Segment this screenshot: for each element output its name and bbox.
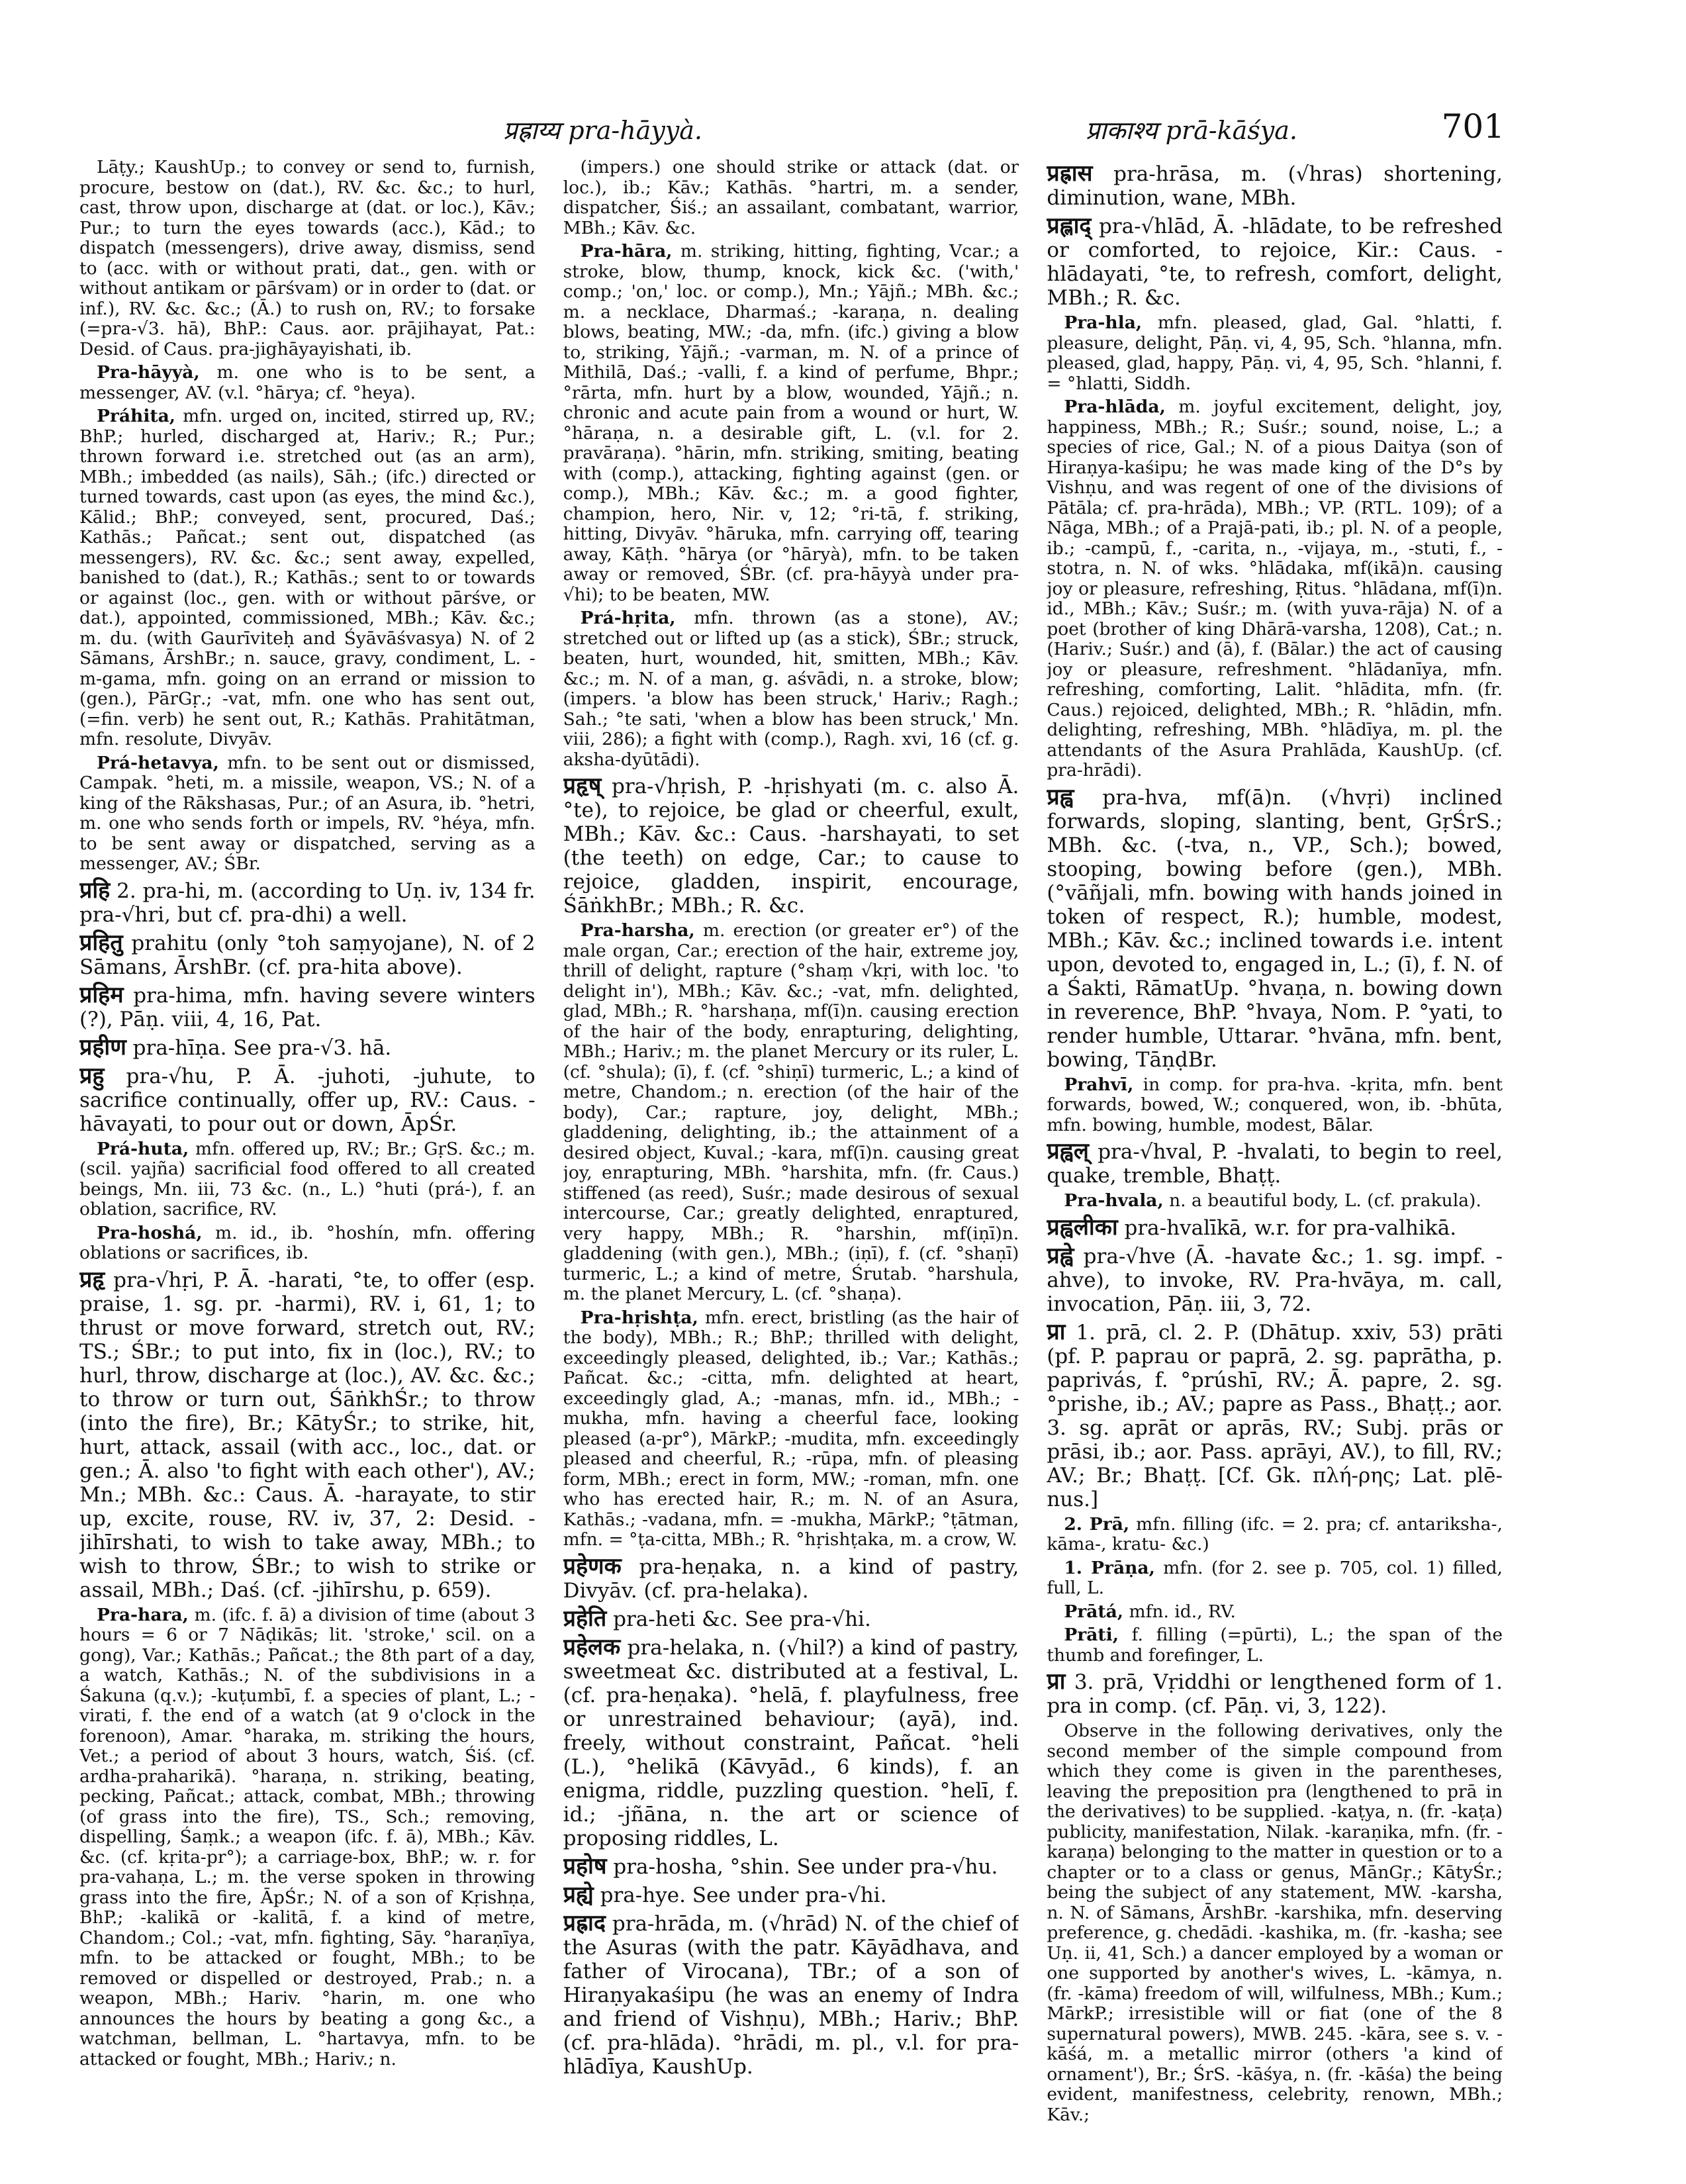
entry-text: pra-√hval, P. -hvalati, to begin to reel, quake, tremble, Bhaṭṭ. — [1047, 1140, 1503, 1188]
entry-text: 2. pra-hi, m. (according to Uṇ. iv, 134 fr. pra-√hri, but cf. pra-dhi) a well. — [79, 878, 536, 927]
entry-text: m. id., ib. °hoshín, mfn. offering oblations or sacrifices, ib. — [79, 1222, 536, 1263]
dictionary-entry — [1047, 1075, 1503, 1136]
entry-headword: Prātá, — [1064, 1601, 1124, 1622]
entry-headword: Pra-harsha, — [580, 920, 695, 941]
column-1 — [79, 158, 536, 2137]
entry-headword: प्रहीण — [79, 1033, 126, 1061]
entry-text: (impers.) one should strike or attack (dat. or loc.), ib.; Kāv.; Kathās. °hartri, m. a sender, dispatcher, Śiś.; an assailant, combatant, warrior, MBh.; Kāv. &c. — [563, 158, 1019, 238]
dictionary-entry — [1047, 214, 1503, 310]
dictionary-entry — [1047, 1215, 1503, 1240]
dictionary-entry — [79, 1035, 536, 1060]
entry-text: m. (ifc. f. ā) a division of time (about 3 hours = 6 or 7 Nāḍikās; lit. 'stroke,' scil. on a gong), Var.; Kathās.; Pañcat.; the 8th part of a day, a watch, Kathās.; N. of the subdivisions in a Śakuna (q.v.); -kuṭumbī, f. a species of plant, L.; -virati, f. the end of a watch (at 9 o'clock in the forenoon), Amar. °haraka, m. striking the hours, Vet.; a period of about 3 hours, watch, Śiś. (cf. ardha-praharikā). °haraṇa, n. striking, beating, pecking, Pañcat.; attack, combat, MBh.; throwing (of grass into the fire), TS., Sch.; removing, dispelling, Śaṃk.; a weapon (ifc. f. ā), MBh.; Kāv. &c. (cf. kṛita-pr°); a carriage-box, BhP.; w. r. for pra-vahaṇa, L.; m. the verse spoken in throwing grass into the fire, ĀpŚr.; N. of a son of Kṛishṇa, BhP.; -kalikā or -kalitā, f. a kind of metre, Chandom.; Col.; -vat, mfn. fighting, Sāy. °haraṇīya, mfn. to be attacked or fought, MBh.; to be removed or dispelled or destroyed, Prab.; n. a weapon, MBh.; Hariv. °harin, m. one who announces the hours by beating a gong &c., a watchman, bellman, L. °hartavya, mfn. to be attacked or fought, MBh.; Hariv.; n. — [79, 1604, 536, 2069]
entry-headword: प्रहि — [79, 877, 111, 904]
entry-headword: प्रहृष् — [563, 773, 602, 799]
dictionary-entry — [563, 1635, 1019, 1850]
entry-headword: प्रा — [1047, 1668, 1066, 1695]
dictionary-entry — [1047, 1191, 1503, 1211]
dictionary-entry — [563, 1308, 1019, 1550]
dictionary-entry — [1047, 1320, 1503, 1511]
entry-text: pra-√hve (Ā. -havate &c.; 1. sg. impf. -ahve), to invoke, RV. Pra-hvāya, m. call, invocation, Pāṇ. iii, 3, 72. — [1047, 1244, 1503, 1316]
entry-text: mfn. id., RV. — [1123, 1601, 1236, 1622]
dictionary-entry — [1047, 1244, 1503, 1316]
entry-text: m. joyful excitement, delight, joy, happiness, MBh.; R.; Suśr.; sound, noise, L.; a species of rice, Gal.; N. of a pious Daitya (son of Hiraṇya-kaśipu; he was made king of the D°s by Vishṇu, and was regent of one of the divisions of Pātāla; cf. pra-hrāda), MBh.; VP. (RTL. 109); of a Nāga, MBh.; of a Prajā-pati, ib.; pl. N. of a people, ib.; -campū, f., -carita, n., -vijaya, m., -stuti, f., -stotra, n. N. of wks. °hlādaka, mf(ikā)n. causing joy or pleasure, refreshing, Ṛitus. °hlādana, mf(ī)n. id., MBh.; Kāv.; Suśr.; m. (with yuva-rāja) N. of a poet (brother of king Dhārā-varsha, 1208), Cat.; n. (Hariv.; Suśr.) and (ā), f. (Bālar.) the act of causing joy or pleasure, refreshment. °hlādanīya, mfn. refreshing, comforting, Lalit. °hlādita, mfn. (fr. Caus.) rejoiced, delighted, MBh.; R. °hlādin, mfn. delighting, refreshing, MBh. °hlādīya, m. pl. the attendants of the Asura Prahlāda, KaushUp. (cf. pra-hrādi). — [1047, 397, 1503, 781]
entry-text: mfn. urged on, incited, stirred up, RV.; BhP.; hurled, discharged at, Hariv.; R.; Pur.; thrown forward i.e. stretched out (as an arm), MBh.; imbedded (as nails), Sāh.; (ifc.) directed or turned towards, cast upon (as eyes, the mind &c.), Kālid.; BhP.; conveyed, sent, procured, Daś.; Kathās.; Pañcat.; sent out, dispatched (as messengers), RV. &c. &c.; sent away, expelled, banished to (dat.), R.; Kathās.; sent to or towards or against (loc., gen. with or without pārśve, or dat.), appointed, commissioned, MBh.; Kāv. &c.; m. du. (with Gaurīviteḥ and Śyāvāśvasya) N. of 2 Sāmans, ĀrshBr.; n. sauce, gravy, condiment, L. -m-gama, mfn. going on an errand or mission to (gen.), PārGṛ.; -vat, mfn. one who has sent out, (=fin. verb) he sent out, R.; Kathās. Prahitātman, mfn. resolute, Divyāv. — [79, 406, 536, 749]
entry-text: pra-helaka, n. (√hil?) a kind of pastry, sweetmeat &c. distributed at a festival, L. (cf. pra-heṇaka). °helā, f. playfulness, free or unrestrained behaviour; (ayā), ind. freely, without constraint, Pañcat. °heli (L.), °helikā (Kāvyād., 6 kinds), f. an enigma, riddle, puzzling question. °helī, f. id.; -jñāna, n. the art or science of proposing riddles, L. — [563, 1635, 1019, 1850]
entry-headword: प्रा — [1047, 1318, 1066, 1345]
entry-headword: Prahvī, — [1064, 1074, 1134, 1095]
entry-text: pra-heṇaka, n. a kind of pastry, Divyāv. (cf. pra-helaka). — [563, 1554, 1019, 1603]
entry-headword: प्रह्रास — [1047, 160, 1093, 187]
dictionary-entry — [1047, 313, 1503, 394]
entry-text: Lāṭy.; KaushUp.; to convey or send to, furnish, procure, bestow on (dat.), RV. &c. &c.; to hurl, cast, throw upon, discharge at (dat. or loc.), Kāv.; Pur.; to turn the eyes towards (acc.), Kād.; to dispatch (messengers), drive away, dismiss, send to (acc. with or without prati, dat., gen. with or without antikam or pārśvam) or in order to (dat. or inf.), RV. &c. &c.; (Ā.) to rush on, RV.; to forsake (=pra-√3. hā), BhP.: Caus. aor. prājihayat, Pat.: Desid. of Caus. pra-jighāyayishati, ib. — [79, 158, 536, 359]
text-columns — [79, 158, 1503, 2137]
entry-text: pra-hīṇa. See pra-√3. hā. — [126, 1035, 392, 1060]
entry-headword: Pra-hlāda, — [1064, 397, 1166, 417]
dictionary-entry — [79, 1268, 536, 1602]
entry-headword: Pra-hoshá, — [97, 1222, 203, 1243]
dictionary-entry — [563, 1883, 1019, 1907]
entry-headword: Pra-hāyyà, — [97, 362, 200, 383]
entry-text: pra-hva, mf(ā)n. (√hvṛi) inclined forwards, sloping, slanting, bent, GṛŚrS.; MBh. &c. (-tva, n., VP., Sch.); bowed, stooping, bowing before (gen.), MBh. (°vāñjali, mfn. bowing with hands joined in token of respect, R.); humble, modest, MBh.; Kāv. &c.; inclined towards i.e. intent upon, devoted to, engaged in, L.; (ī), f. N. of a Śakti, RāmatUp. °hvaṇa, n. bowing down in reverence, BhP. °hvaya, Nom. P. °yati, to render humble, Uttarar. °hvāna, mfn. bent, bowing, TāṇḍBr. — [1047, 785, 1503, 1072]
entry-headword: Prá-hṛita, — [580, 608, 676, 628]
entry-headword: Pra-hla, — [1064, 312, 1143, 333]
entry-headword: प्रह्वलीका — [1047, 1213, 1118, 1241]
dictionary-entry — [563, 158, 1019, 238]
dictionary-entry — [1047, 1558, 1503, 1599]
page-number: 701 — [1441, 107, 1505, 146]
entry-headword: प्रह्ये — [563, 1881, 594, 1908]
entry-text: mfn. filling (ifc. = 2. pra; cf. antariksha-, kāma-, kratu- &c.) — [1047, 1513, 1503, 1554]
entry-text: mfn. offered up, RV.; Br.; GṛS. &c.; m. (scil. yajña) sacrificial food offered to all created beings, Mn. iii, 73 &c. (n., L.) °huti (prá-), f. an oblation, sacrifice, RV. — [79, 1138, 536, 1219]
dictionary-entry — [1047, 1670, 1503, 1718]
entry-headword: प्रह्व — [1047, 783, 1074, 810]
entry-headword: प्रहेलक — [563, 1633, 621, 1660]
entry-headword: Pra-hṛishṭa, — [580, 1307, 698, 1328]
entry-headword: प्रहितु — [79, 929, 123, 956]
running-head — [503, 113, 1297, 147]
entry-text: n. a beautiful body, L. (cf. prakula). — [1163, 1190, 1481, 1211]
column-3 — [1047, 158, 1503, 2137]
entry-text: m. striking, hitting, fighting, Vcar.; a stroke, blow, thump, knock, kick &c. ('with,' comp.; 'on,' loc. or comp.), Mn.; Yājñ.; MBh. &c.; m. a necklace, Dharmaś.; -karaṇa, n. dealing blows, beating, MW.; -da, mfn. (ifc.) giving a blow to, striking, Yājñ.; -varman, m. N. of a prince of Mithilā, Daś.; -valli, f. a kind of perfume, Bhpr.; °rārta, mfn. hurt by a blow, wounded, Yājñ.; n. chronic and acute pain from a wound or hurt, W. °hāraṇa, n. a desirable gift, L. (v.l. for 2. pravāraṇa). °hārin, mfn. striking, smiting, beating with (comp.), attacking, fighting against (gen. or comp.), MBh.; Kāv. &c.; m. a good fighter, champion, hero, Nir. v, 12; °ri-tā, f. striking, hitting, Divyāv. °hāruka, mfn. carrying off, tearing away, Kāṭh. °hārya (or °hāryà), mfn. to be taken away or removed, ŚBr. (cf. pra-hāyyà under pra-√hi); to be beaten, MW. — [563, 241, 1019, 605]
entry-headword: Prāti, — [1064, 1625, 1119, 1645]
dictionary-entry — [1047, 1602, 1503, 1623]
dictionary-entry — [1047, 1139, 1503, 1188]
entry-text: in comp. for pra-hva. -kṛita, mfn. bent forwards, bowed, W.; conquered, won, ib. -bhūta, mfn. bowing, humble, modest, Bālar. — [1047, 1074, 1503, 1135]
entry-headword: Pra-hara, — [97, 1604, 189, 1625]
dictionary-entry — [79, 406, 536, 750]
entry-text: m. erection (or greater er°) of the male organ, Car.; erection of the hair, extreme joy, thrill of delight, rapture (°shaṃ √kṛi, with loc. 'to delight in'), MBh.; Kāv. &c.; -vat, mfn. delighted, glad, MBh.; R. °harshaṇa, mf(ī)n. causing erection of the hair of the body, enrapturing, delighting, MBh.; Hariv.; m. the planet Mercury or its ruler, L. (cf. °shula); (ī), f. (cf. °shiṇī) turmeric, L.; a kind of metre, Chandom.; n. erection (of the hair of the body), Car.; rapture, joy, delight, MBh.; gladdening, delighting, ib.; the attainment of a desired object, Kuval.; -kara, mf(ī)n. causing great joy, enrapturing, MBh. °harshita, mfn. (fr. Caus.) stiffened (as reed), Suśr.; made desirous of sexual intercourse, Car.; greatly delighted, enraptured, very happy, MBh.; R. °harshin, mf(iṇī)n. gladdening (with gen.), MBh.; (iṇī), f. (cf. °shaṇī) turmeric, L.; a kind of metre, Śrutab. °harshula, m. the planet Mercury, L. (cf. °shaṇa). — [563, 920, 1019, 1304]
entry-text: pra-√hṛish, P. -hṛishyati (m. c. also Ā. °te), to rejoice, be glad or cheerful, exult, MBh.; Kāv. &c.: Caus. -harshayati, to set (the teeth) on edge, Car.; to cause to rejoice, gladden, inspirit, encourage, ŚāṅkhBr.; MBh.; R. &c. — [563, 775, 1019, 918]
dictionary-entry — [563, 242, 1019, 605]
entry-text: pra-hrāsa, m. (√hras) shortening, diminution, wane, MBh. — [1047, 162, 1503, 210]
dictionary-entry — [1047, 1625, 1503, 1666]
column-2 — [563, 158, 1019, 2137]
dictionary-entry — [563, 1554, 1019, 1603]
entry-text: pra-√hṛi, P. Ā. -harati, °te, to offer (esp. praise, 1. sg. pr. -harmi), RV. i, 61, 1; to thrust or move forward, stretch out, RV.; TS.; ŚBr.; to put into, fix in (loc.), RV.; to hurl, throw, discharge at (loc.), AV. &c. &c.; to throw or turn out, ŚāṅkhŚr.; to throw (into the fire), Br.; KātyŚr.; to strike, hit, hurt, attack, assail (with acc., loc., dat. or gen.; Ā. also 'to fight with each other'), AV.; Mn.; MBh. &c.: Caus. Ā. -harayate, to stir up, excite, rouse, RV. iv, 37, 2: Desid. -jihīrshati, to wish to take away, MBh.; to wish to throw, ŚBr.; to wish to strike or assail, MBh.; Daś. (cf. -jihīrshu, p. 659). — [79, 1268, 536, 1602]
running-head-left: प्रह्राय्य pra-hāyyà. — [503, 116, 703, 145]
dictionary-entry — [1047, 785, 1503, 1072]
dictionary-entry — [79, 363, 536, 403]
entry-headword: प्रह्लाद् — [1047, 213, 1092, 239]
entry-text: f. filling (=pūrti), L.; the span of the thumb and forefinger, L. — [1047, 1625, 1503, 1666]
dictionary-entry — [79, 1223, 536, 1264]
entry-headword: प्रहिम — [79, 981, 124, 1008]
dictionary-entry — [1047, 162, 1503, 210]
entry-headword: 2. Prā, — [1064, 1513, 1130, 1535]
entry-text: 1. prā, cl. 2. P. (Dhātup. xxiv, 53) prāti (pf. P. paprau or paprā, 2. sg. paprātha, p. paprivás, f. °prúshī, RV.; Ā. papre, 2. sg. °prishe, ib.; AV.; papre as Pass., Bhaṭṭ.; aor. 3. sg. aprāt or aprās, RV.; Subj. prās or prāsi, ib.; aor. Pass. aprāyi, AV.), to fill, RV.; AV.; Br.; Bhaṭṭ. [Cf. Gk. πλή-ρης; Lat. plē-nus.] — [1047, 1320, 1503, 1511]
entry-headword: प्रहृ — [79, 1266, 105, 1293]
dictionary-entry — [563, 1854, 1019, 1879]
entry-text: mfn. pleased, glad, Gal. °hlatti, f. pleasure, delight, Pāṇ. vi, 4, 95, Sch. °hlanna, mfn. pleased, glad, happy, Pāṇ. vi, 4, 95, Sch. °hlanni, f. = °hlatti, Siddh. — [1047, 312, 1503, 394]
entry-headword: Práhita, — [97, 406, 176, 426]
entry-text: pra-√hu, P. Ā. -juhoti, -juhute, to sacrifice continually, offer up, RV.: Caus. -hāvayati, to pour out or down, ĀpŚr. — [79, 1064, 536, 1136]
dictionary-entry — [79, 931, 536, 979]
entry-headword: Pra-hāra, — [580, 241, 673, 261]
entry-headword: प्रह्राद — [563, 1909, 606, 1936]
entry-text: pra-heti &c. See pra-√hi. — [606, 1607, 871, 1631]
dictionary-entry — [563, 608, 1019, 770]
entry-text: pra-√hlād, Ā. -hlādate, to be refreshed or comforted, to rejoice, Kir.: Caus. -hlādayati, °te, to refresh, comfort, delight, MBh.; R. &c. — [1047, 214, 1503, 310]
entry-headword: Prá-hetavya, — [97, 752, 219, 773]
dictionary-entry — [563, 921, 1019, 1305]
entry-text: pra-hye. See under pra-√hi. — [593, 1883, 887, 1907]
entry-text: mfn. to be sent out or dismissed, Campak. °heti, m. a missile, weapon, VS.; N. of a king of the Rākshasas, Pur.; of an Asura, ib. °hetri, m. one who sends forth or impels, RV. °héya, mfn. to be sent away or dispatched, serving as a messenger, AV.; ŚBr. — [79, 752, 536, 874]
entry-headword: प्रहु — [79, 1062, 105, 1089]
entry-text: mfn. (for 2. see p. 705, col. 1) filled, full, L. — [1047, 1557, 1503, 1598]
dictionary-entry — [1047, 397, 1503, 781]
entry-text: pra-hvalīkā, w.r. for pra-valhikā. — [1117, 1215, 1457, 1240]
dictionary-entry — [79, 1139, 536, 1220]
dictionary-entry — [563, 1911, 1019, 2079]
dictionary-entry — [79, 983, 536, 1031]
entry-headword: प्रहोष — [563, 1852, 607, 1879]
entry-text: pra-hima, mfn. having severe winters (?), Pāṇ. viii, 4, 16, Pat. — [79, 983, 536, 1031]
dictionary-entry — [79, 878, 536, 927]
dictionary-entry — [1047, 1515, 1503, 1555]
entry-text: pra-hrāda, m. (√hrād) N. of the chief of the Asuras (with the patr. Kāyādhava, and father of Virocana), TBr.; of a son of Hiraṇyakaśipu (he was an enemy of Indra and friend of Vishṇu), MBh.; Hariv.; BhP. (cf. pra-hlāda). °hrādi, m. pl., v.l. for pra-hlādīya, KaushUp. — [563, 1911, 1019, 2079]
running-head-right: प्राकाश्य prā-kāśya. — [1085, 116, 1297, 145]
entry-text: m. one who is to be sent, a messenger, AV. (v.l. °hārya; cf. °heya). — [79, 362, 536, 403]
entry-text: 3. prā, Vṛiddhi or lengthened form of 1. pra in comp. (cf. Pāṇ. vi, 3, 122). — [1047, 1670, 1503, 1718]
dictionary-entry — [79, 753, 536, 875]
entry-headword: प्रह्वे — [1047, 1242, 1074, 1269]
dictionary-entry — [79, 1605, 536, 2070]
entry-headword: प्रहेति — [563, 1605, 607, 1632]
entry-headword: 1. Prāṇa, — [1064, 1557, 1155, 1578]
dictionary-entry — [563, 1607, 1019, 1631]
entry-headword: Prá-huta, — [97, 1138, 189, 1159]
entry-text: pra-hosha, °shin. See under pra-√hu. — [606, 1854, 998, 1879]
entry-headword: प्रह्वल् — [1047, 1138, 1089, 1164]
entry-text: mfn. erect, bristling (as the hair of the body), MBh.; R.; BhP.; thrilled with delight, exceedingly pleased, delighted, ib.; Var.; Kathās.; Pañcat. &c.; -citta, mfn. delighted at heart, exceedingly glad, A.; -manas, mfn. id., MBh.; -mukha, mfn. having a cheerful face, looking pleased (a-pr°), MārkP.; -mudita, mfn. exceedingly pleased and cheerful, R.; -rūpa, mfn. of pleasing form, MBh.; erect in form, MW.; -roman, mfn. one who has erected hair, R.; m. N. of an Asura, Kathās.; -vadana, mfn. = -mukha, MārkP.; °ṭātman, mfn. = °ṭa-citta, MBh.; R. °hṛishṭaka, m. a crow, W. — [563, 1307, 1019, 1550]
entry-text: mfn. thrown (as a stone), AV.; stretched out or lifted up (as a stick), ŚBr.; struck, beaten, hurt, wounded, hit, smitten, MBh.; Kāv. &c.; m. N. of a man, g. aśvādi, n. a stroke, blow; (impers. 'a blow has been struck,' Hariv.; Ragh.; Sah.; °te sati, 'when a blow has been struck,' Mn. viii, 286); a fight with (comp.), Ragh. xvi, 16 (cf. g. aksha-dyūtādi). — [563, 608, 1019, 770]
entry-text: prahitu (only °toh saṃyojane), N. of 2 Sāmans, ĀrshBr. (cf. pra-hita above). — [79, 931, 536, 979]
dictionary-entry — [1047, 1721, 1503, 2125]
dictionary-entry — [79, 1064, 536, 1136]
entry-headword: Pra-hvala, — [1064, 1190, 1164, 1211]
entry-headword: प्रहेणक — [563, 1552, 622, 1580]
dictionary-entry — [563, 774, 1019, 918]
dictionary-entry — [79, 158, 536, 359]
entry-text: Observe in the following derivatives, only the second member of the simple compound from which they come is given in the parentheses, leaving the preposition pra (lengthened to prā in the derivatives) to be supplied. -kaṭya, n. (fr. -kaṭa) publicity, manifestation, Nilak. -karaṇika, mfn. (fr. -karaṇa) belonging to the matter in question or to a chapter or to a class or genus, MānGṛ.; KātyŚr.; being the subject of any statement, MW. -karsha, n. N. of Sāmans, ĀrshBr. -karshika, mfn. deserving preference, g. chedādi. -kashika, m. (fr. -kasha; see Uṇ. ii, 41, Sch.) a dancer employed by a woman or one supported by another's wives, L. -kāmya, n. (fr. -kāma) freedom of will, wilfulness, MBh.; Kum.; MārkP.; irresistible will or fiat (one of the 8 supernatural powers), MWB. 245. -kāra, see s. v. -kāśá, m. a metallic mirror (others 'a kind of ornament'), Br.; ŚrS. -kāśya, n. (fr. -kāśa) the being evident, manifestness, celebrity, renown, MBh.; Kāv.; — [1047, 1721, 1503, 2125]
